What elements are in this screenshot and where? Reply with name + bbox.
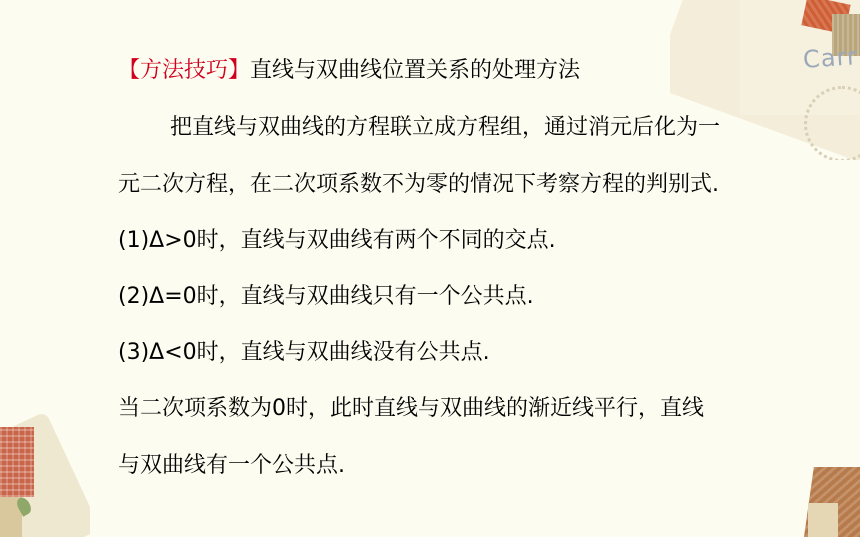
heading-bracket-close: 】 (228, 58, 251, 83)
corner-decoration-text: Carr (802, 42, 859, 74)
note-line-2: 与双曲线有一个公共点. (118, 453, 345, 478)
paragraph-line-1: 把直线与双曲线的方程联立成方程组，通过消元后化为一 (170, 115, 721, 140)
bottom-right-decoration (790, 457, 860, 537)
case-2: (2)Δ=0时，直线与双曲线只有一个公共点. (118, 284, 534, 309)
bottom-left-decoration (0, 407, 90, 537)
heading-bracket-open: 【 (118, 58, 141, 83)
heading (118, 56, 580, 86)
heading-title: 直线与双曲线位置关系的处理方法 (250, 58, 581, 83)
fabric-patch-icon (0, 427, 34, 497)
case-1: (1)Δ>0时，直线与双曲线有两个不同的交点. (118, 228, 556, 253)
fabric-patch-icon (808, 503, 838, 537)
paragraph-line-2: 元二次方程，在二次项系数不为零的情况下考察方程的判别式. (118, 172, 719, 197)
heading-tag: 方法技巧 (140, 58, 229, 83)
case-3: (3)Δ<0时，直线与双曲线没有公共点. (118, 340, 490, 365)
note-line-1: 当二次项系数为0时，此时直线与双曲线的渐近线平行，直线 (118, 396, 704, 421)
